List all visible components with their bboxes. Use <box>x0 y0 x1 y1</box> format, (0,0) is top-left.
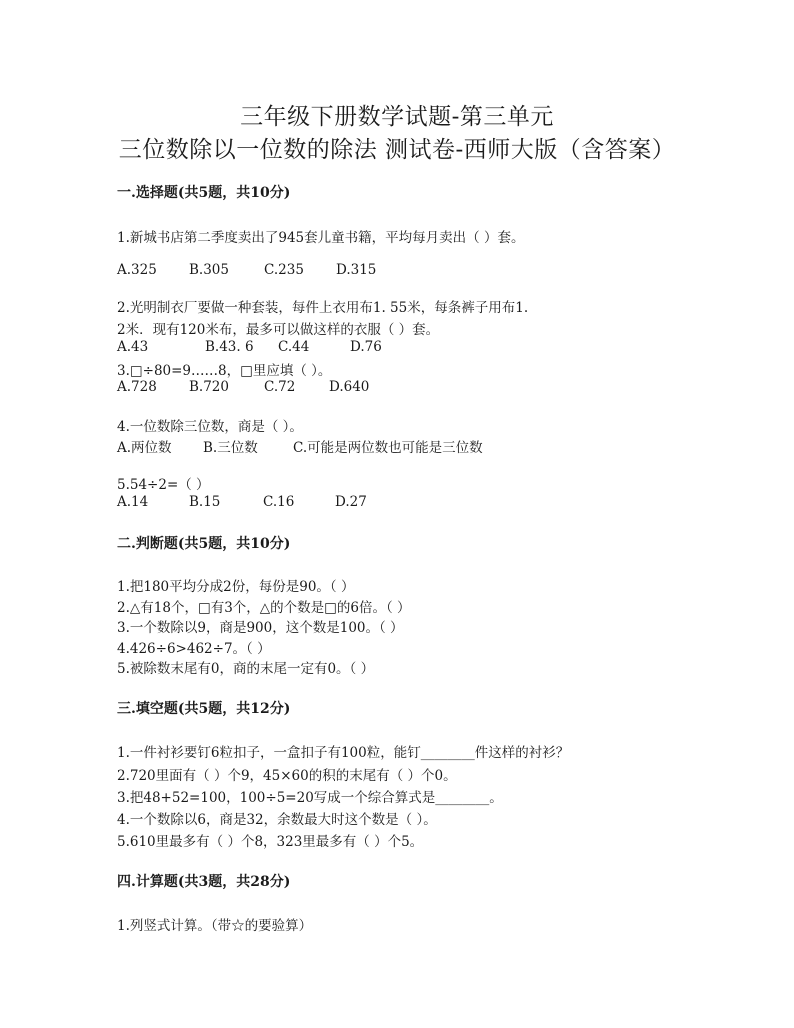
option-b: B.720 <box>189 379 229 395</box>
option-a: A.14 <box>117 494 149 510</box>
question-line: 3.一个数除以9，商是900，这个数是100。（ ） <box>117 620 404 636</box>
question-stem: 2.光明制衣厂要做一种套装，每件上衣用布1. 55米，每条裤子用布1. <box>117 300 529 316</box>
question-line: 2.△有18个，□有3个，△的个数是□的6倍。（ ） <box>117 600 411 616</box>
option-c: C.可能是两位数也可能是三位数 <box>293 440 483 456</box>
option-a: A.728 <box>117 379 157 395</box>
option-b: B.15 <box>189 494 221 510</box>
section-heading-calculation: 四.计算题(共3题，共28分) <box>117 874 291 890</box>
section-heading-judgement: 二.判断题(共5题，共10分) <box>117 536 291 552</box>
question-line: 1.一件衬衫要钉6粒扣子，一盒扣子有100粒，能钉________件这样的衬衫？ <box>117 745 570 761</box>
question-line: 4.一个数除以6，商是32，余数最大时这个数是（ ）。 <box>117 812 437 828</box>
page-title-line2: 三位数除以一位数的除法 测试卷-西师大版（含答案） <box>118 137 676 163</box>
option-b: B.三位数 <box>203 440 258 456</box>
option-a: A.43 <box>117 339 149 355</box>
option-c: C.44 <box>278 339 310 355</box>
question-line: 3.把48+52=100，100÷5=20写成一个综合算式是________。 <box>117 790 503 806</box>
question-line: 2.720里面有（ ）个9，45×60的积的末尾有（ ）个0。 <box>117 768 457 784</box>
option-a: A.两位数 <box>117 440 172 456</box>
page-title-line1: 三年级下册数学试题-第三单元 <box>240 104 554 130</box>
option-d: D.27 <box>335 494 367 510</box>
section-heading-fill-blank: 三.填空题(共5题，共12分) <box>117 701 291 717</box>
option-b: B.305 <box>189 262 229 278</box>
question-line: 1.把180平均分成2份，每份是90。（ ） <box>117 579 355 595</box>
question-line: 4.426÷6>462÷7。（ ） <box>117 641 271 657</box>
option-d: D.315 <box>336 262 377 278</box>
section-heading-choice: 一.选择题(共5题，共10分) <box>117 185 291 201</box>
option-b: B.43. 6 <box>205 339 254 355</box>
option-c: C.16 <box>263 494 295 510</box>
question-line: 5.被除数末尾有0，商的末尾一定有0。（ ） <box>117 661 375 677</box>
question-line: 5.610里最多有（ ）个8，323里最多有（ ）个5。 <box>117 834 424 850</box>
option-c: C.72 <box>264 379 296 395</box>
options-row <box>117 262 376 278</box>
option-c: C.235 <box>264 262 304 278</box>
question-stem: 3.□÷80=9……8，□里应填（ ）。 <box>117 363 332 379</box>
options-row <box>117 339 382 355</box>
question-stem: 1.新城书店第二季度卖出了945套儿童书籍，平均每月卖出（ ）套。 <box>117 230 525 246</box>
option-d: D.76 <box>350 339 382 355</box>
question-stem-continued: 2米．现有120米布，最多可以做这样的衣服（ ）套。 <box>117 322 440 338</box>
option-d: D.640 <box>329 379 370 395</box>
options-row <box>117 436 483 456</box>
question-line: 1.列竖式计算。（带☆的要验算） <box>117 918 313 934</box>
options-row <box>117 494 367 510</box>
question-stem: 5.54÷2=（ ） <box>117 477 210 493</box>
option-a: A.325 <box>117 262 157 278</box>
question-stem: 4.一位数除三位数，商是（ ）。 <box>117 419 303 435</box>
options-row <box>117 379 369 395</box>
